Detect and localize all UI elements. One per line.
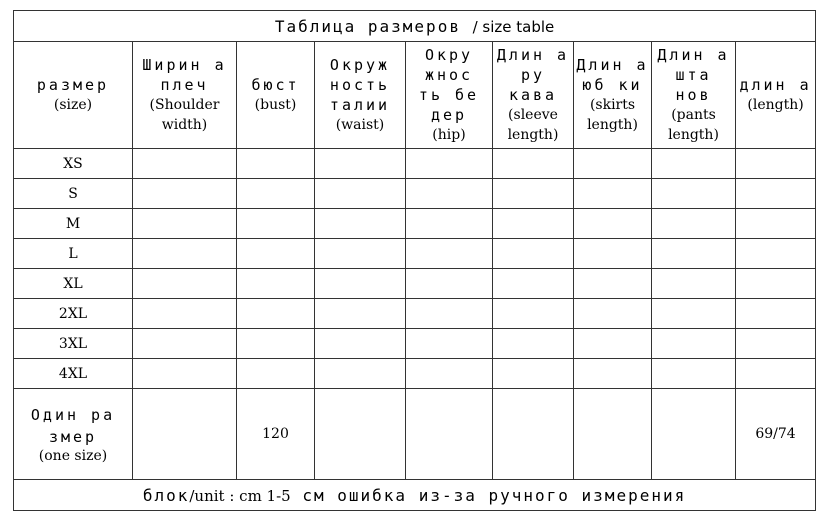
column-header-ru: бюст <box>251 76 300 94</box>
table-cell <box>133 299 237 329</box>
table-cell <box>133 149 237 179</box>
table-cell <box>237 179 315 209</box>
table-cell <box>652 149 736 179</box>
one-size-label-en: (one size) <box>38 448 108 464</box>
table-cell <box>237 149 315 179</box>
table-cell <box>652 329 736 359</box>
table-cell <box>315 149 406 179</box>
table-cell <box>237 299 315 329</box>
size-label: XL <box>14 269 133 299</box>
table-cell <box>315 179 406 209</box>
column-header-ru: Длин а юб ки <box>576 56 649 94</box>
column-header <box>493 42 574 149</box>
table-cell <box>406 149 493 179</box>
table-cell <box>133 359 237 389</box>
size-label: 3XL <box>14 329 133 359</box>
table-cell <box>237 239 315 269</box>
column-header-ru: Ширин а плеч <box>142 56 227 94</box>
table-cell <box>315 359 406 389</box>
table-cell <box>493 209 574 239</box>
table-cell <box>736 299 816 329</box>
size-table-sheet <box>13 10 815 505</box>
table-cell <box>493 329 574 359</box>
table-cell <box>315 329 406 359</box>
one-size-cell <box>574 389 652 480</box>
column-header-en: (length) <box>747 97 804 113</box>
one-size-cell <box>493 389 574 480</box>
table-cell <box>736 149 816 179</box>
one-size-cell: 69/74 <box>736 389 816 480</box>
size-label: 2XL <box>14 299 133 329</box>
table-cell <box>574 359 652 389</box>
size-label: 4XL <box>14 359 133 389</box>
table-cell <box>574 269 652 299</box>
table-cell <box>652 239 736 269</box>
column-header <box>736 42 816 149</box>
column-header-en: (pants length) <box>668 107 719 143</box>
table-cell <box>133 209 237 239</box>
column-header-ru: размер <box>36 76 110 94</box>
column-header <box>406 42 493 149</box>
table-cell <box>493 149 574 179</box>
column-header-en: (Shoulder width) <box>149 97 220 133</box>
column-header-en: (size) <box>53 97 93 113</box>
table-cell <box>315 239 406 269</box>
column-header <box>237 42 315 149</box>
column-header <box>133 42 237 149</box>
table-row <box>14 269 816 299</box>
table-row <box>14 179 816 209</box>
table-row <box>14 329 816 359</box>
table-cell <box>133 329 237 359</box>
column-header-ru: Длин а шта нов <box>657 46 730 104</box>
table-cell <box>493 179 574 209</box>
table-cell <box>315 209 406 239</box>
table-cell <box>652 269 736 299</box>
column-header-en: (waist) <box>335 117 385 133</box>
table-cell <box>652 359 736 389</box>
table-cell <box>493 239 574 269</box>
column-header-en: (skirts length) <box>587 97 638 133</box>
one-size-cell <box>406 389 493 480</box>
footer-note <box>14 480 816 511</box>
table-cell <box>493 269 574 299</box>
table-cell <box>736 209 816 239</box>
column-header-en: (hip) <box>432 127 466 143</box>
table-title-ru: Таблица размеров <box>274 16 461 36</box>
table-cell <box>237 209 315 239</box>
table-cell <box>133 239 237 269</box>
table-row <box>14 359 816 389</box>
table-cell <box>406 239 493 269</box>
one-size-cell <box>315 389 406 480</box>
table-cell <box>406 179 493 209</box>
one-size-cell <box>133 389 237 480</box>
table-cell <box>493 359 574 389</box>
table-cell <box>652 299 736 329</box>
table-cell <box>406 269 493 299</box>
table-title-en: / size table <box>472 17 555 36</box>
table-cell <box>574 209 652 239</box>
table-cell <box>574 239 652 269</box>
table-cell <box>315 299 406 329</box>
one-size-cell <box>652 389 736 480</box>
footer-ru-suffix: см ошибка из-за ручного измерения <box>302 485 687 505</box>
column-header-ru: длин а <box>739 76 812 94</box>
table-cell <box>736 269 816 299</box>
column-header <box>315 42 406 149</box>
column-header-en: (sleeve length) <box>507 107 559 143</box>
table-cell <box>574 329 652 359</box>
table-cell <box>406 209 493 239</box>
table-cell <box>574 299 652 329</box>
table-cell <box>406 329 493 359</box>
column-header-ru: Длин а ру кава <box>496 46 570 104</box>
table-cell <box>133 269 237 299</box>
size-label: XS <box>14 149 133 179</box>
column-header-ru: Окруж ность талии <box>329 56 391 114</box>
table-cell <box>406 359 493 389</box>
table-cell <box>406 299 493 329</box>
table-cell <box>493 299 574 329</box>
table-row <box>14 239 816 269</box>
one-size-cell: 120 <box>237 389 315 480</box>
column-header <box>14 42 133 149</box>
table-cell <box>736 359 816 389</box>
footer-row <box>14 480 816 511</box>
header-row <box>14 42 816 149</box>
table-row <box>14 299 816 329</box>
size-table <box>13 10 816 511</box>
table-cell <box>237 359 315 389</box>
table-cell <box>315 269 406 299</box>
table-cell <box>736 239 816 269</box>
column-header-ru: Окру жнос ть бе дер <box>418 46 480 124</box>
table-cell <box>736 179 816 209</box>
table-row <box>14 149 816 179</box>
size-label: L <box>14 239 133 269</box>
column-header <box>652 42 736 149</box>
size-label: S <box>14 179 133 209</box>
table-cell <box>736 329 816 359</box>
table-cell <box>574 149 652 179</box>
table-cell <box>133 179 237 209</box>
table-cell <box>237 269 315 299</box>
column-header-en: (bust) <box>254 97 297 113</box>
table-row <box>14 209 816 239</box>
table-cell <box>237 329 315 359</box>
table-cell <box>652 209 736 239</box>
footer-ru-prefix: блок <box>142 485 190 505</box>
one-size-label <box>14 389 133 480</box>
column-header <box>574 42 652 149</box>
footer-en: /unit : cm 1-5 <box>189 486 291 505</box>
table-cell <box>574 179 652 209</box>
one-size-row <box>14 389 816 480</box>
table-cell <box>652 179 736 209</box>
one-size-label-ru: Один ра змер <box>30 406 116 446</box>
table-title <box>14 11 816 42</box>
size-label: M <box>14 209 133 239</box>
